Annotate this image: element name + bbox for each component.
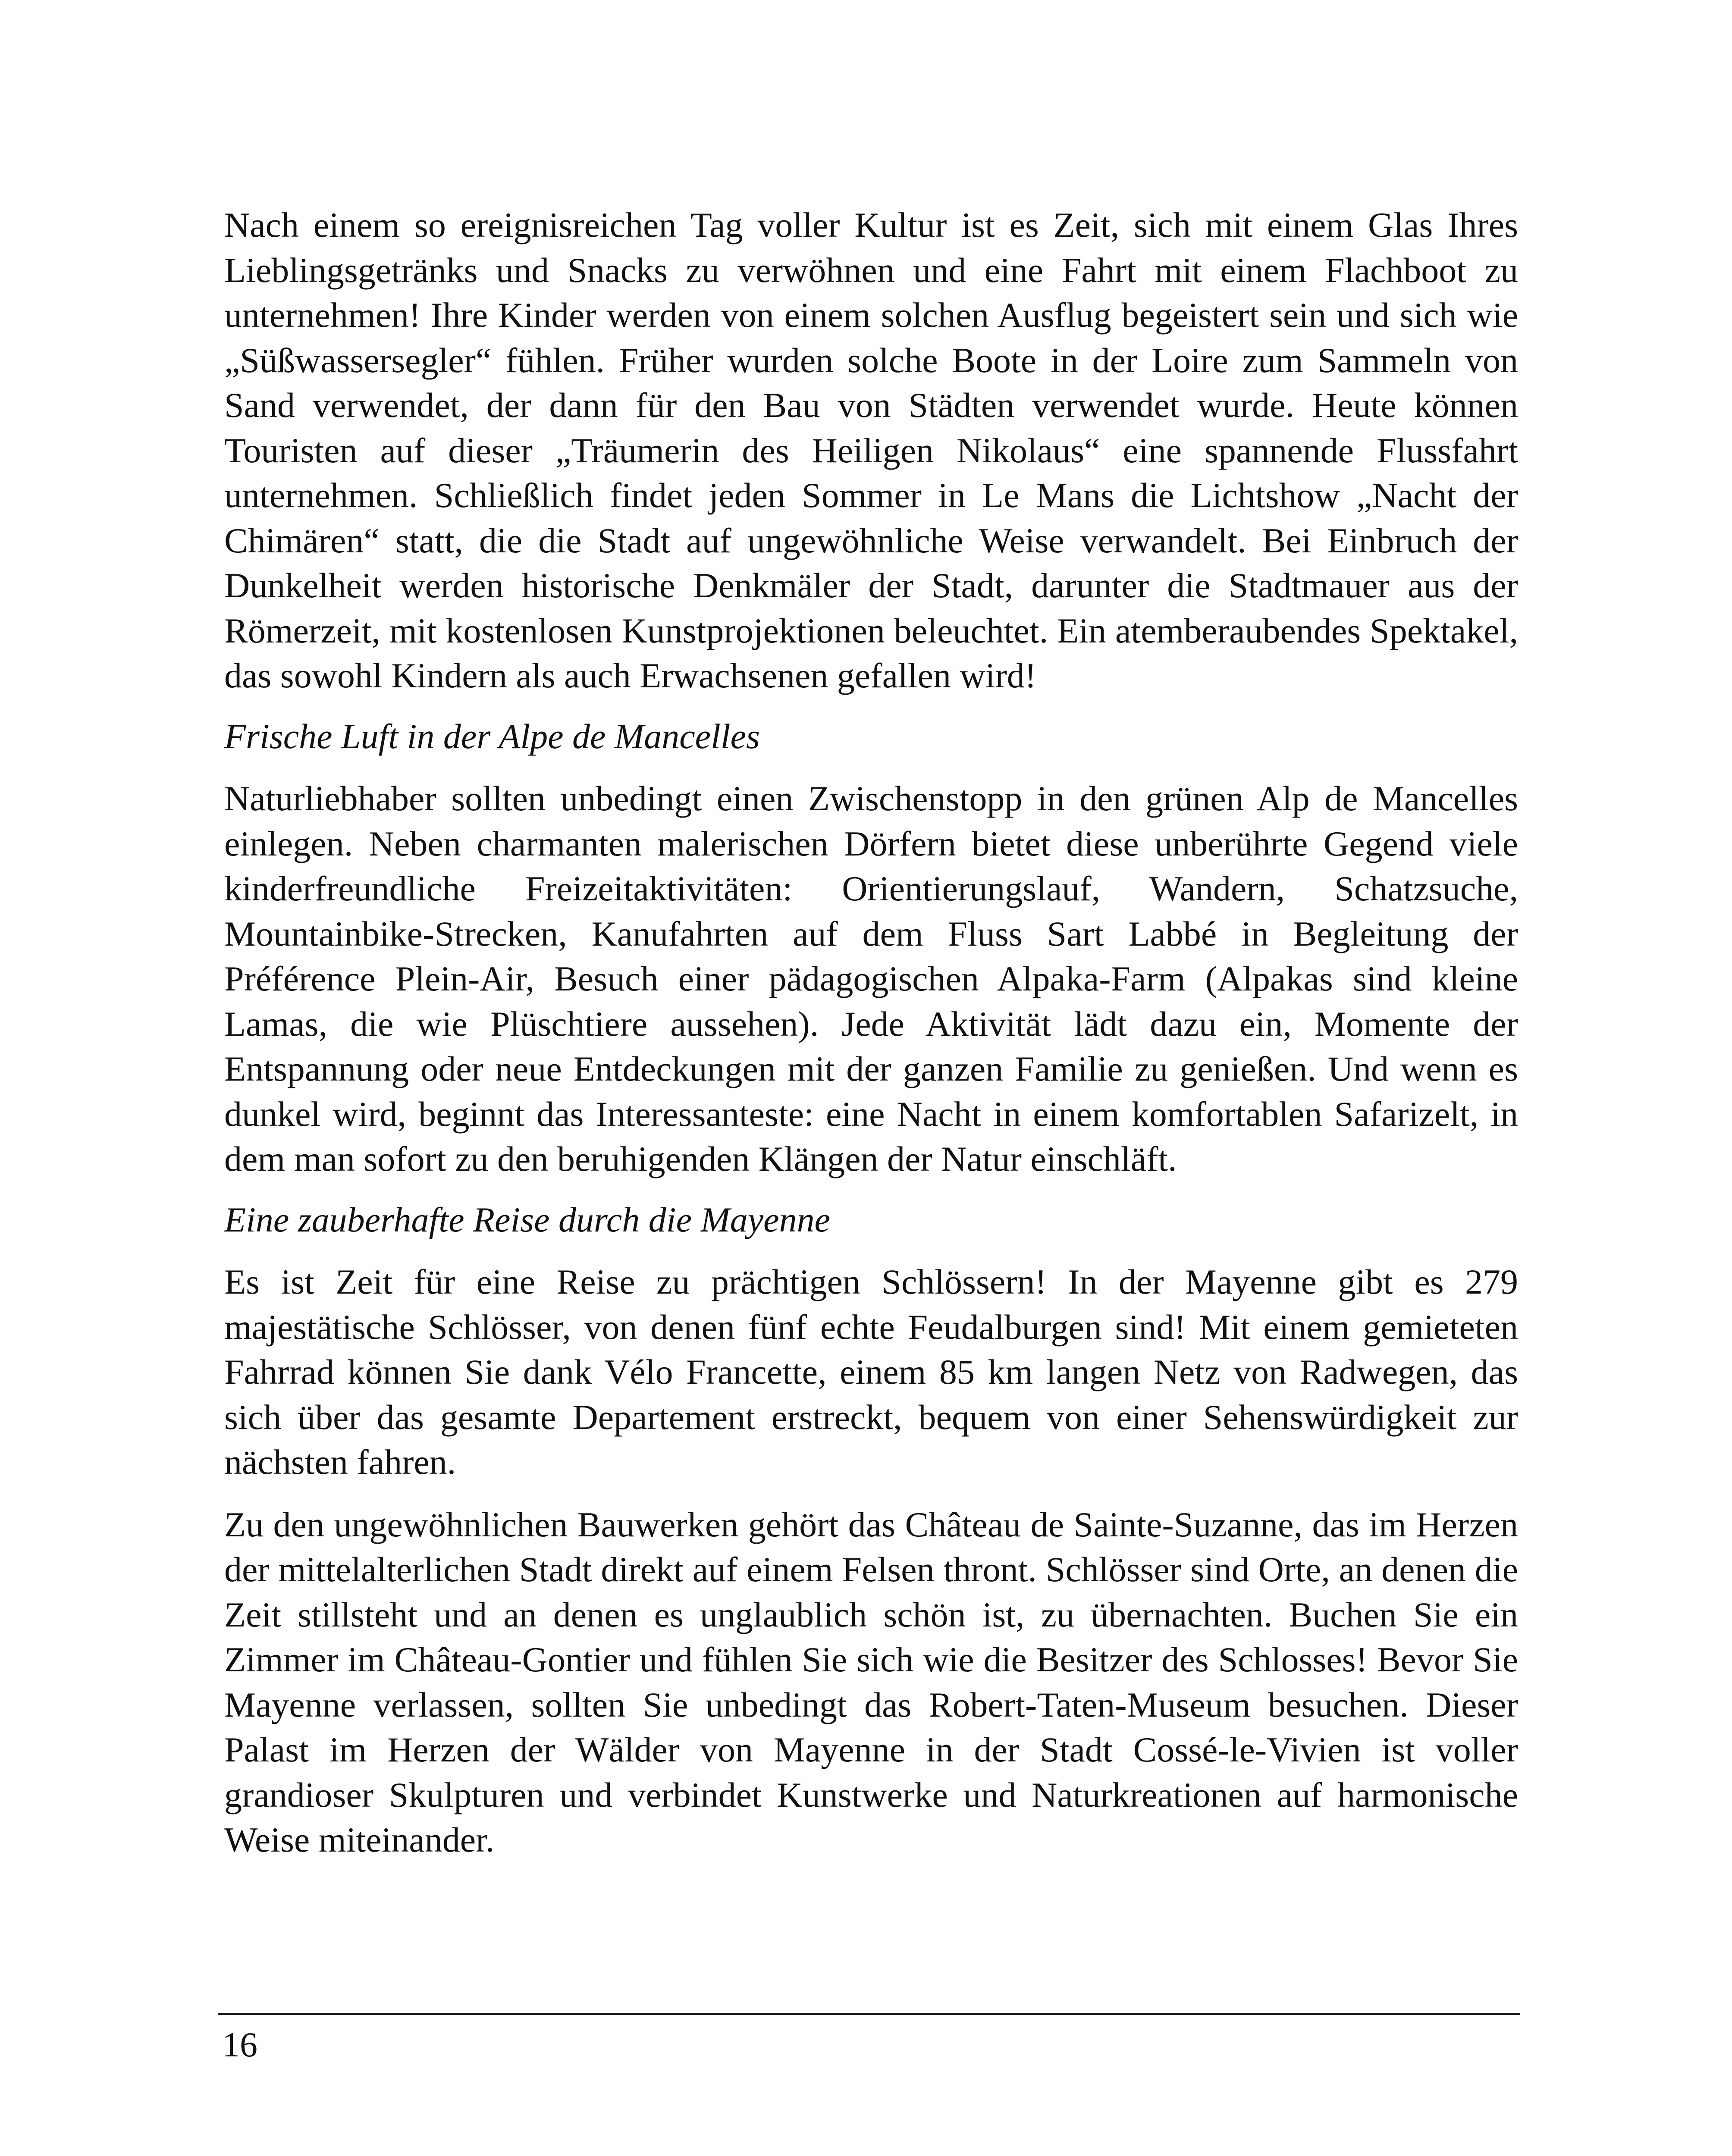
section-heading-mayenne: Eine zauberhafte Reise durch die Mayenne (224, 1200, 830, 1239)
paragraph-sainte-suzanne-museum: Zu den ungewöhnlichen Bauwerken gehört das Château de Sainte-Suzanne, das im Herzen der mittelalterlichen Stadt direkt auf einem Felsen thront. Schlösser sind Orte, an denen die Zeit stillsteht und an denen es unglaublich schön ist, zu übernachten. Buchen Sie ein Zimmer im Château-Gontier und fühlen Sie sich wie die Besitzer des Schlosses! Bevor Sie Mayenne verlassen, sollten Sie unbedingt das Robert-Taten-Museum besuchen. Dieser Palast im Herzen der Wälder von Mayenne in der Stadt Cossé-le-Vivien ist voller grandioser Skulpturen und verbindet Kunstwerke und Naturkreationen auf harmonische Weise miteinander. (224, 1504, 1518, 1859)
paragraph-castles-cycling: Es ist Zeit für eine Reise zu prächtigen Schlössern! In der Mayenne gibt es 279 majestätische Schlösser, von denen fünf echte Feudalburgen sind! Mit einem gemieteten Fahrrad können Sie dank Vélo Francette, einem 85 km langen Netz von Radwegen, das sich über das gesamte Departement erstreckt, bequem von einer Sehenswürdigkeit zur nächsten fahren. (224, 1262, 1518, 1482)
paragraph-flatboat-le-mans: Nach einem so ereignisreichen Tag voller Kultur ist es Zeit, sich mit einem Glas Ihres Lieblingsgetränks und Snacks zu verwöhnen und eine Fahrt mit einem Flachboot zu unternehmen! Ihre Kinder werden von einem solchen Ausflug begeistert sein und sich wie „Süßwassersegler“ fühlen. Früher wurden solche Boote in der Loire zum Sammeln von Sand verwendet, der dann für den Bau von Städten verwendet wurde. Heute können Touristen auf dieser „Träumerin des Heiligen Nikolaus“ eine spannende Flussfahrt unternehmen. Schließlich findet jeden Sommer in Le Mans die Lichtshow „Nacht der Chimären“ statt, die die Stadt auf ungewöhnliche Weise verwandelt. Bei Einbruch der Dunkelheit werden historische Denkmäler der Stadt, darunter die Stadtmauer aus der Römerzeit, mit kostenlosen Kunstprojektionen beleuchtet. Ein atemberaubendes Spektakel, das sowohl Kindern als auch Erwachsenen gefallen wird! (224, 205, 1518, 695)
paragraph-nature-activities: Naturliebhaber sollten unbedingt einen Zwischenstopp in den grünen Alp de Mancelles einlegen. Neben charmanten malerischen Dörfern bietet diese unberührte Gegend viele kinderfreundliche Freizeitaktivitäten: Orientierungslauf, Wandern, Schatzsuche, Mountainbike-Strecken, Kanufahrten auf dem Fluss Sart Labbé in Begleitung der Préférence Plein-Air, Besuch einer pädagogischen Alpaka-Farm (Alpakas sind kleine Lamas, die wie Plüschtiere aussehen). Jede Aktivität lädt dazu ein, Momente der Entspannung oder neue Entdeckungen mit der ganzen Familie zu genießen. Und wenn es dunkel wird, beginnt das Interessanteste: eine Nacht in einem komfortablen Safarizelt, in dem man sofort zu den beruhigenden Klängen der Natur einschläft. (224, 779, 1518, 1178)
text-body (224, 203, 1518, 1863)
footer-divider (218, 2013, 1520, 2015)
page-number: 16 (222, 2025, 257, 2064)
section-heading-alpes-mancelles: Frische Luft in der Alpe de Mancelles (224, 716, 760, 756)
